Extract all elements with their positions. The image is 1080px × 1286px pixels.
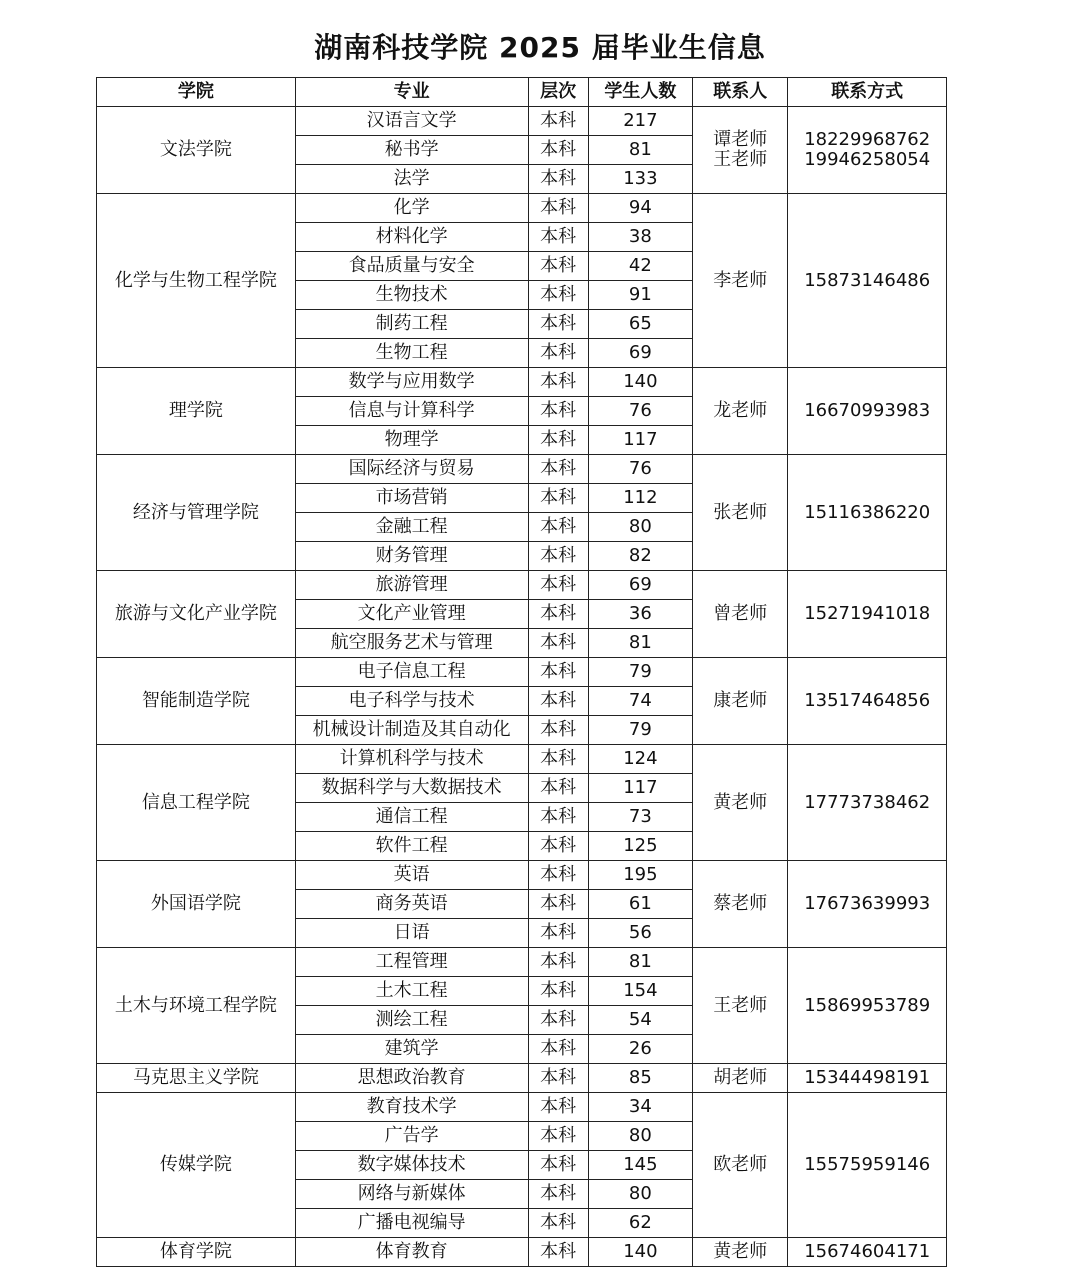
major-name-cell: 英语 <box>295 861 528 890</box>
header-contact-person: 联系人 <box>693 78 788 107</box>
table-row <box>97 194 947 223</box>
contact-phone-cell <box>788 455 947 571</box>
student-count-cell: 42 <box>588 252 692 281</box>
table-row <box>97 948 947 977</box>
major-name-cell: 文化产业管理 <box>295 600 528 629</box>
student-count-cell: 154 <box>588 977 692 1006</box>
college-name-cell: 传媒学院 <box>97 1093 296 1238</box>
college-name-cell: 化学与生物工程学院 <box>97 194 296 368</box>
contact-phone-number: 19946258054 <box>804 149 931 170</box>
contact-person-cell <box>693 1093 788 1238</box>
major-name-cell: 市场营销 <box>295 484 528 513</box>
student-count-cell: 34 <box>588 1093 692 1122</box>
contact-person-cell <box>693 107 788 194</box>
college-name-cell: 智能制造学院 <box>97 658 296 745</box>
college-name-cell: 土木与环境工程学院 <box>97 948 296 1064</box>
level-cell: 本科 <box>528 774 588 803</box>
level-cell: 本科 <box>528 107 588 136</box>
student-count-cell: 80 <box>588 513 692 542</box>
contact-person-name: 蔡老师 <box>713 893 768 914</box>
contact-phone-number: 15869953789 <box>804 994 931 1016</box>
contact-phone-cell <box>788 1238 947 1267</box>
major-name-cell: 旅游管理 <box>295 571 528 600</box>
major-name-cell: 网络与新媒体 <box>295 1180 528 1209</box>
student-count-cell: 76 <box>588 455 692 484</box>
student-count-cell: 73 <box>588 803 692 832</box>
contact-person-name: 胡老师 <box>713 1067 768 1088</box>
contact-phone-cell <box>788 1064 947 1093</box>
header-level: 层次 <box>528 78 588 107</box>
major-name-cell: 工程管理 <box>295 948 528 977</box>
table-row <box>97 1064 947 1093</box>
contact-person-name: 谭老师 <box>713 129 768 150</box>
table-row <box>97 107 947 136</box>
contact-phone-number: 15116386220 <box>804 501 931 523</box>
college-name-cell: 旅游与文化产业学院 <box>97 571 296 658</box>
header-college: 学院 <box>97 78 296 107</box>
table-row <box>97 368 947 397</box>
table-row <box>97 861 947 890</box>
major-name-cell: 数据科学与大数据技术 <box>295 774 528 803</box>
student-count-cell: 80 <box>588 1122 692 1151</box>
contact-person-name: 黄老师 <box>713 791 768 813</box>
student-count-cell: 69 <box>588 571 692 600</box>
student-count-cell: 74 <box>588 687 692 716</box>
header-contact-info: 联系方式 <box>788 78 947 107</box>
student-count-cell: 79 <box>588 658 692 687</box>
contact-person-cell <box>693 571 788 658</box>
contact-person-cell <box>693 658 788 745</box>
college-name-cell: 理学院 <box>97 368 296 455</box>
major-name-cell: 金融工程 <box>295 513 528 542</box>
major-name-cell: 汉语言文学 <box>295 107 528 136</box>
student-count-cell: 145 <box>588 1151 692 1180</box>
contact-person-name: 张老师 <box>713 501 768 523</box>
major-name-cell: 生物技术 <box>295 281 528 310</box>
contact-phone-cell <box>788 861 947 948</box>
student-count-cell: 26 <box>588 1035 692 1064</box>
level-cell: 本科 <box>528 658 588 687</box>
major-name-cell: 电子科学与技术 <box>295 687 528 716</box>
contact-person-cell <box>693 1064 788 1093</box>
contact-person-name: 欧老师 <box>713 1154 768 1175</box>
contact-person-cell <box>693 861 788 948</box>
contact-phone-cell <box>788 571 947 658</box>
major-name-cell: 广播电视编导 <box>295 1209 528 1238</box>
contact-phone-cell <box>788 658 947 745</box>
contact-phone-cell <box>788 1093 947 1238</box>
contact-phone-number: 17673639993 <box>804 893 931 914</box>
student-count-cell: 81 <box>588 136 692 165</box>
college-name-cell: 体育学院 <box>97 1238 296 1267</box>
major-name-cell: 材料化学 <box>295 223 528 252</box>
contact-phone-number: 15344498191 <box>804 1067 931 1088</box>
student-count-cell: 36 <box>588 600 692 629</box>
level-cell: 本科 <box>528 1151 588 1180</box>
major-name-cell: 日语 <box>295 919 528 948</box>
major-name-cell: 土木工程 <box>295 977 528 1006</box>
major-name-cell: 生物工程 <box>295 339 528 368</box>
student-count-cell: 140 <box>588 368 692 397</box>
contact-phone-cell <box>788 368 947 455</box>
contact-person-cell <box>693 745 788 861</box>
student-count-cell: 82 <box>588 542 692 571</box>
level-cell: 本科 <box>528 368 588 397</box>
level-cell: 本科 <box>528 803 588 832</box>
contact-person-name: 龙老师 <box>713 400 768 421</box>
major-name-cell: 秘书学 <box>295 136 528 165</box>
student-count-cell: 125 <box>588 832 692 861</box>
contact-phone-number: 15271941018 <box>804 603 931 624</box>
level-cell: 本科 <box>528 1238 588 1267</box>
level-cell: 本科 <box>528 252 588 281</box>
level-cell: 本科 <box>528 1180 588 1209</box>
level-cell: 本科 <box>528 1064 588 1093</box>
major-name-cell: 电子信息工程 <box>295 658 528 687</box>
level-cell: 本科 <box>528 194 588 223</box>
student-count-cell: 65 <box>588 310 692 339</box>
major-name-cell: 教育技术学 <box>295 1093 528 1122</box>
contact-person-name: 李老师 <box>713 269 768 291</box>
contact-person-name: 王老师 <box>713 994 768 1016</box>
student-count-cell: 140 <box>588 1238 692 1267</box>
level-cell: 本科 <box>528 223 588 252</box>
major-name-cell: 物理学 <box>295 426 528 455</box>
major-name-cell: 国际经济与贸易 <box>295 455 528 484</box>
student-count-cell: 94 <box>588 194 692 223</box>
major-name-cell: 数学与应用数学 <box>295 368 528 397</box>
student-count-cell: 38 <box>588 223 692 252</box>
table-row <box>97 1238 947 1267</box>
college-name-cell: 外国语学院 <box>97 861 296 948</box>
contact-phone-number: 18229968762 <box>804 129 931 150</box>
student-count-cell: 112 <box>588 484 692 513</box>
level-cell: 本科 <box>528 513 588 542</box>
level-cell: 本科 <box>528 687 588 716</box>
student-count-cell: 217 <box>588 107 692 136</box>
level-cell: 本科 <box>528 339 588 368</box>
major-name-cell: 建筑学 <box>295 1035 528 1064</box>
major-name-cell: 信息与计算科学 <box>295 397 528 426</box>
student-count-cell: 124 <box>588 745 692 774</box>
student-count-cell: 62 <box>588 1209 692 1238</box>
level-cell: 本科 <box>528 281 588 310</box>
table-row <box>97 658 947 687</box>
table-row <box>97 1093 947 1122</box>
student-count-cell: 91 <box>588 281 692 310</box>
level-cell: 本科 <box>528 1006 588 1035</box>
student-count-cell: 85 <box>588 1064 692 1093</box>
contact-phone-number: 17773738462 <box>804 791 931 813</box>
contact-phone-number: 15674604171 <box>804 1241 931 1262</box>
contact-person-cell <box>693 368 788 455</box>
major-name-cell: 体育教育 <box>295 1238 528 1267</box>
major-name-cell: 机械设计制造及其自动化 <box>295 716 528 745</box>
contact-person-cell <box>693 948 788 1064</box>
college-name-cell: 文法学院 <box>97 107 296 194</box>
major-name-cell: 财务管理 <box>295 542 528 571</box>
major-name-cell: 测绘工程 <box>295 1006 528 1035</box>
contact-person-name: 康老师 <box>713 690 768 711</box>
table-row <box>97 571 947 600</box>
major-name-cell: 法学 <box>295 165 528 194</box>
level-cell: 本科 <box>528 890 588 919</box>
level-cell: 本科 <box>528 310 588 339</box>
student-count-cell: 117 <box>588 774 692 803</box>
contact-phone-number: 16670993983 <box>804 400 931 421</box>
major-name-cell: 广告学 <box>295 1122 528 1151</box>
header-student-count: 学生人数 <box>588 78 692 107</box>
level-cell: 本科 <box>528 745 588 774</box>
level-cell: 本科 <box>528 397 588 426</box>
major-name-cell: 商务英语 <box>295 890 528 919</box>
level-cell: 本科 <box>528 1122 588 1151</box>
level-cell: 本科 <box>528 1093 588 1122</box>
level-cell: 本科 <box>528 600 588 629</box>
contact-phone-number: 15575959146 <box>804 1154 931 1175</box>
student-count-cell: 195 <box>588 861 692 890</box>
major-name-cell: 软件工程 <box>295 832 528 861</box>
level-cell: 本科 <box>528 426 588 455</box>
student-count-cell: 80 <box>588 1180 692 1209</box>
contact-phone-number: 13517464856 <box>804 690 931 711</box>
major-name-cell: 思想政治教育 <box>295 1064 528 1093</box>
student-count-cell: 76 <box>588 397 692 426</box>
level-cell: 本科 <box>528 571 588 600</box>
level-cell: 本科 <box>528 542 588 571</box>
contact-person-cell <box>693 194 788 368</box>
major-name-cell: 制药工程 <box>295 310 528 339</box>
level-cell: 本科 <box>528 1035 588 1064</box>
level-cell: 本科 <box>528 165 588 194</box>
level-cell: 本科 <box>528 919 588 948</box>
level-cell: 本科 <box>528 861 588 890</box>
contact-person-cell <box>693 455 788 571</box>
student-count-cell: 61 <box>588 890 692 919</box>
table-body <box>97 107 947 1267</box>
contact-phone-cell <box>788 194 947 368</box>
contact-phone-cell <box>788 948 947 1064</box>
contact-person-name: 曾老师 <box>713 603 768 624</box>
contact-person-name: 王老师 <box>713 149 768 170</box>
level-cell: 本科 <box>528 484 588 513</box>
table-row <box>97 455 947 484</box>
major-name-cell: 通信工程 <box>295 803 528 832</box>
student-count-cell: 117 <box>588 426 692 455</box>
page-title: 湖南科技学院 2025 届毕业生信息 <box>314 31 766 64</box>
level-cell: 本科 <box>528 1209 588 1238</box>
level-cell: 本科 <box>528 629 588 658</box>
level-cell: 本科 <box>528 716 588 745</box>
contact-phone-cell <box>788 107 947 194</box>
college-name-cell: 马克思主义学院 <box>97 1064 296 1093</box>
major-name-cell: 数字媒体技术 <box>295 1151 528 1180</box>
level-cell: 本科 <box>528 832 588 861</box>
major-name-cell: 航空服务艺术与管理 <box>295 629 528 658</box>
level-cell: 本科 <box>528 977 588 1006</box>
contact-phone-number: 15873146486 <box>804 269 931 291</box>
header-major: 专业 <box>295 78 528 107</box>
contact-person-cell <box>693 1238 788 1267</box>
level-cell: 本科 <box>528 455 588 484</box>
student-count-cell: 81 <box>588 629 692 658</box>
student-count-cell: 133 <box>588 165 692 194</box>
major-name-cell: 食品质量与安全 <box>295 252 528 281</box>
major-name-cell: 计算机科学与技术 <box>295 745 528 774</box>
student-count-cell: 54 <box>588 1006 692 1035</box>
student-count-cell: 69 <box>588 339 692 368</box>
level-cell: 本科 <box>528 948 588 977</box>
table-header-row <box>97 78 947 107</box>
college-name-cell: 经济与管理学院 <box>97 455 296 571</box>
level-cell: 本科 <box>528 136 588 165</box>
contact-phone-cell <box>788 745 947 861</box>
graduate-table <box>96 77 947 1267</box>
contact-person-name: 黄老师 <box>713 1241 768 1262</box>
table-row <box>97 745 947 774</box>
college-name-cell: 信息工程学院 <box>97 745 296 861</box>
student-count-cell: 56 <box>588 919 692 948</box>
student-count-cell: 81 <box>588 948 692 977</box>
student-count-cell: 79 <box>588 716 692 745</box>
major-name-cell: 化学 <box>295 194 528 223</box>
